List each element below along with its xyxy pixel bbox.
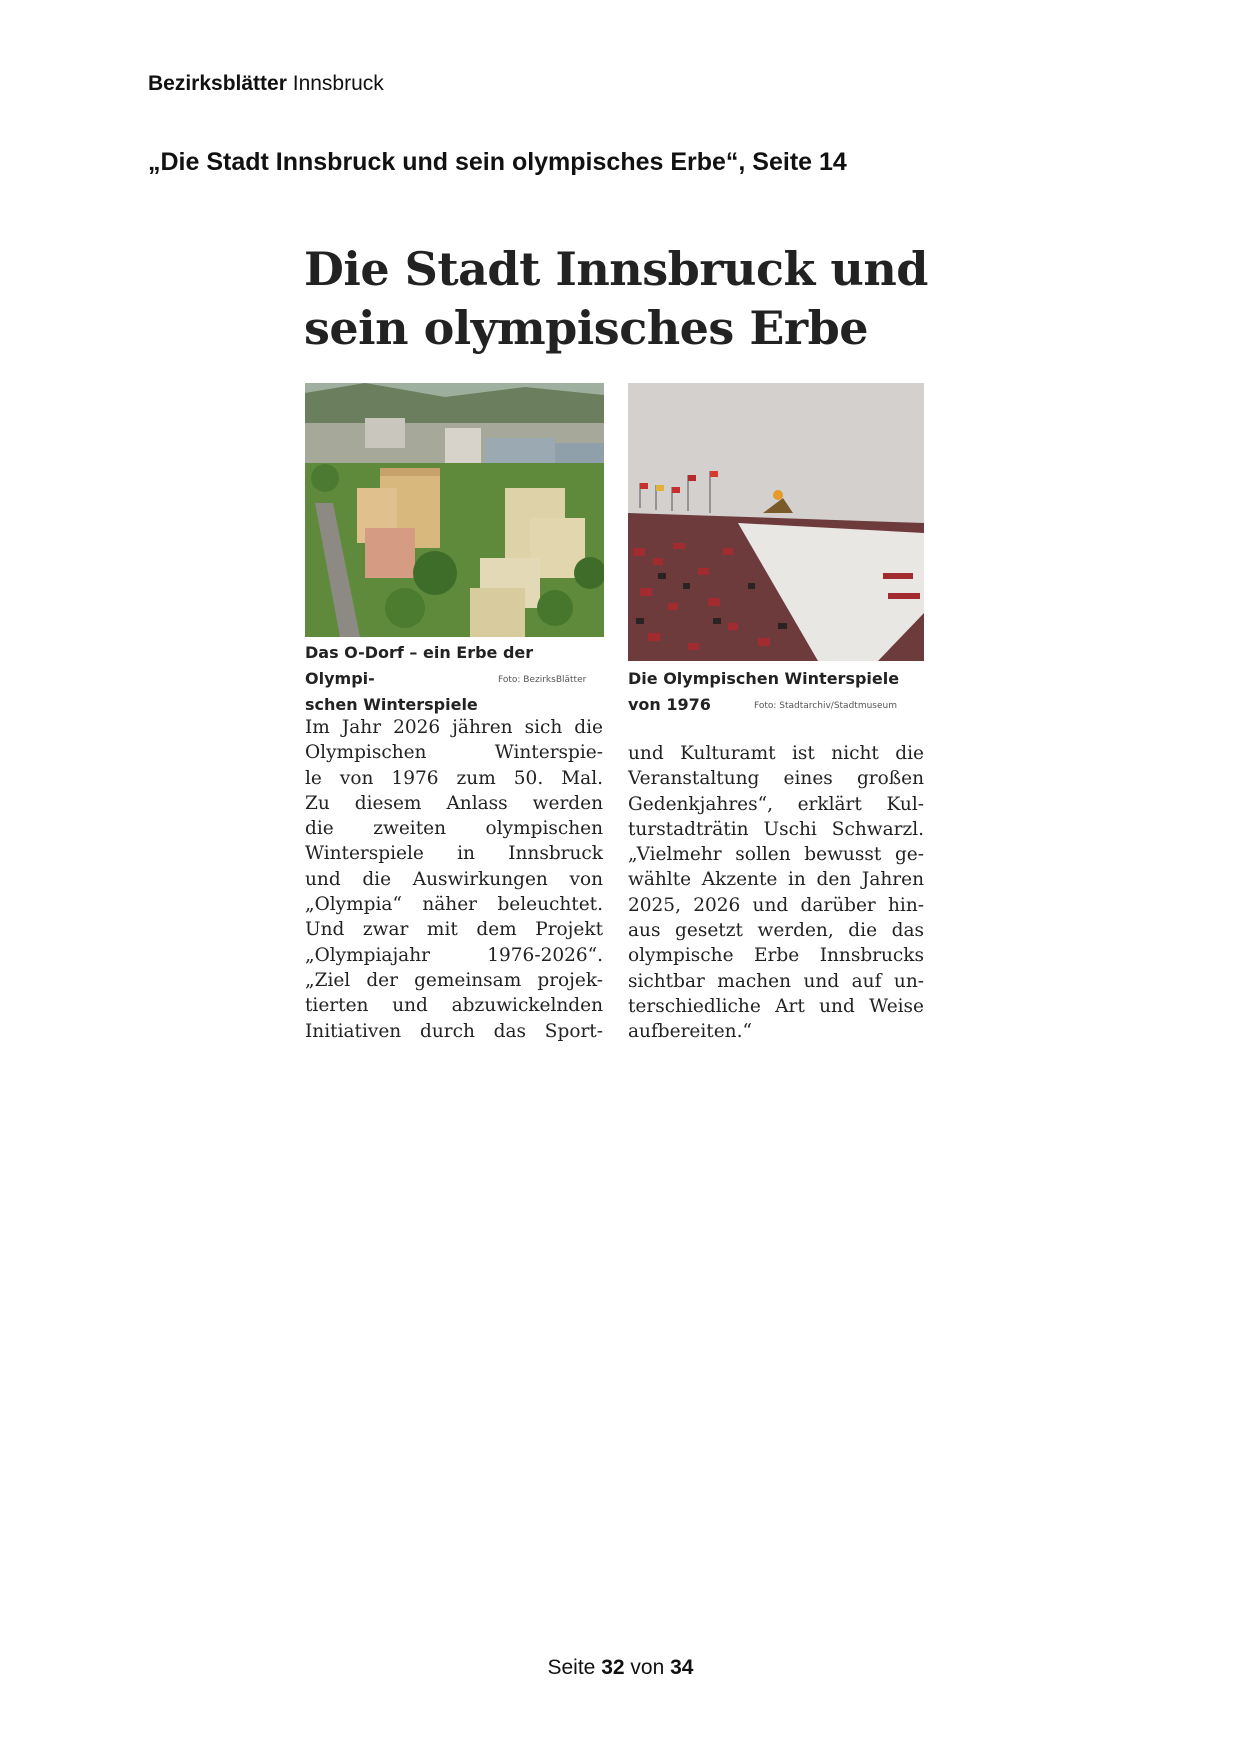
- publication-name: Bezirksblätter: [148, 72, 287, 95]
- article-headline: [304, 240, 944, 358]
- footer-middle: von: [630, 1656, 665, 1679]
- caption-left-line-1: Das O-Dorf – ein Erbe der Olympi-: [305, 643, 534, 688]
- footer-page-number: 32: [601, 1656, 625, 1679]
- body-line: Und zwar mit dem Projekt: [305, 919, 603, 941]
- footer-page-total: 34: [670, 1656, 694, 1679]
- article-body-column-right: [628, 741, 924, 1045]
- olympic-village-photo: [305, 383, 604, 637]
- footer-prefix: Seite: [547, 1656, 596, 1679]
- body-line: Veranstaltung eines großen: [628, 768, 924, 790]
- body-line: turstadträtin Uschi Schwarzl.: [628, 818, 924, 840]
- headline-line-1: Die Stadt Innsbruck und: [304, 242, 928, 296]
- body-line: und die Auswirkungen von: [305, 868, 603, 890]
- headline-line-2: sein olympisches Erbe: [304, 301, 869, 355]
- body-line: Initiativen durch das Sport-: [305, 1020, 603, 1042]
- photo-credit-left: Foto: BezirksBlätter: [498, 675, 587, 685]
- caption-left-line-2: schen Winterspiele: [305, 695, 478, 714]
- body-line: 2025, 2026 und darüber hin-: [628, 894, 924, 916]
- body-line: Gedenkjahres“, erklärt Kul-: [628, 793, 924, 815]
- document-title: „Die Stadt Innsbruck und sein olympisches Erbe“, Seite 14: [148, 148, 847, 176]
- body-line: Im Jahr 2026 jähren sich die: [305, 717, 603, 738]
- publication-header: [148, 72, 384, 96]
- body-line: aufbereiten.“: [628, 1021, 752, 1043]
- body-line: Zu diesem Anlass werden: [305, 792, 603, 814]
- body-line: aus gesetzt werden, die das: [628, 920, 924, 942]
- body-line: „Olympiajahr 1976-2026“.: [305, 944, 603, 966]
- body-line: die zweiten olympischen: [305, 818, 603, 840]
- body-line: Winterspiele in Innsbruck: [305, 843, 603, 865]
- body-line: olympische Erbe Innsbrucks: [628, 945, 924, 967]
- body-line: und Kulturamt ist nicht die: [628, 743, 924, 764]
- body-line: „Ziel der gemeinsam projek-: [305, 969, 603, 991]
- body-line: Olympischen Winterspie-: [305, 742, 603, 764]
- body-line: „Olympia“ näher beleuchtet.: [305, 894, 603, 916]
- article-body-column-left: [305, 715, 603, 1044]
- body-line: wählte Akzente in den Jahren: [628, 869, 924, 891]
- page-footer: [0, 1656, 1241, 1680]
- photo-credit-right: Foto: Stadtarchiv/Stadtmuseum: [754, 701, 897, 711]
- caption-right-line-2: von 1976: [628, 695, 711, 714]
- body-line: le von 1976 zum 50. Mal.: [305, 767, 603, 789]
- body-line: sichtbar machen und auf un-: [628, 970, 924, 992]
- body-line: tierten und abzuwickelnden: [305, 995, 603, 1017]
- body-line: terschiedliche Art und Weise: [628, 995, 924, 1017]
- caption-right-line-1: Die Olympischen Winterspiele: [628, 669, 900, 688]
- publication-region: Innsbruck: [292, 72, 384, 95]
- body-line: „Vielmehr sollen bewusst ge-: [628, 844, 924, 866]
- olympic-1976-photo: [628, 383, 924, 661]
